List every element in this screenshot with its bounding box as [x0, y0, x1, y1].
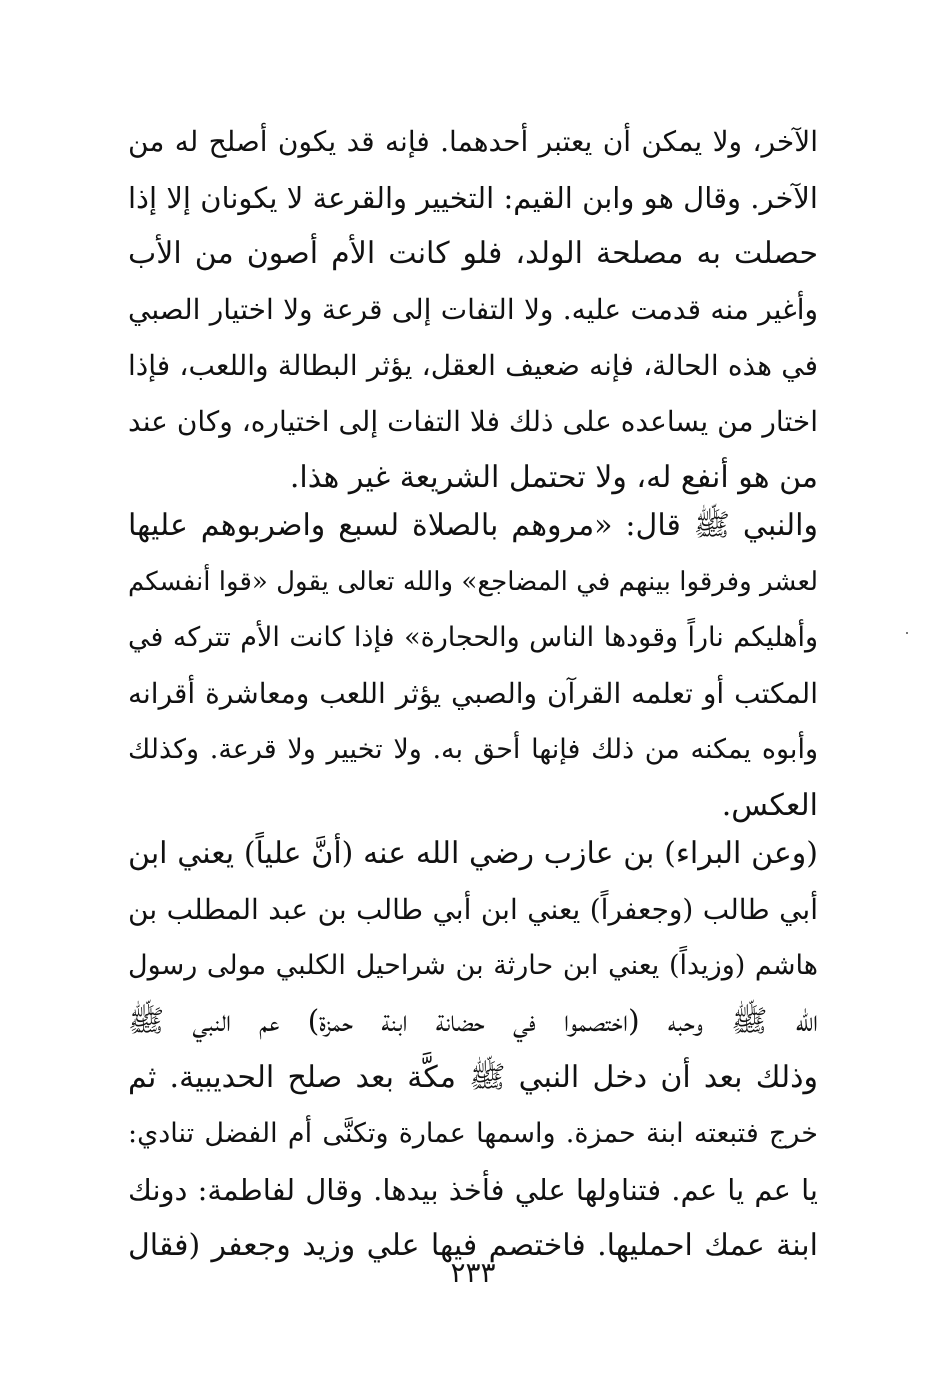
paragraph-2 — [128, 498, 818, 834]
text-line: حصلت به مصلحة الولد، فلو كانت الأم أصون من الأب — [128, 236, 818, 271]
text-line: هاشم (وزيداً) يعني ابن حارثة بن شراحيل الكلبي مولى رسول — [128, 950, 818, 981]
text-line: أبي طالب (وجعفراً) يعني ابن أبي طالب بن عبد المطلب بن — [128, 893, 818, 926]
paragraph-3 — [128, 826, 818, 1274]
paragraph-1 — [128, 114, 818, 506]
text-line: والنبي ﷺ قال: «مروهم بالصلاة لسبع واضربوهم عليها — [128, 508, 818, 543]
text-line: يا عم يا عم. فتناولها علي فأخذ بيدها. وقال لفاطمة: دونك — [128, 1173, 818, 1207]
text-line: (وعن البراء) بن عازب رضي الله عنه (أنَّ علياً) يعني ابن — [128, 836, 818, 871]
text-line: العكس. — [721, 788, 818, 823]
text-line: وذلك بعد أن دخل النبي ﷺ مكَّة بعد صلح الحديبية. ثم — [128, 1060, 818, 1095]
text-line: الآخر، ولا يمكن أن يعتبر أحدهما. فإنه قد يكون أصلح له من — [128, 125, 818, 158]
text-line: المكتب أو تعلمه القرآن والصبي يؤثر اللعب ومعاشرة أقرانه — [128, 677, 818, 710]
text-line: وأغير منه قدمت عليه. ولا التفات إلى قرعة ولا اختيار الصبي — [128, 293, 818, 326]
text-line: لعشر وفرقوا بينهم في المضاجع» والله تعالى يقول «قوا أنفسكم — [128, 567, 818, 597]
text-line: الآخر. وقال هو وابن القيم: التخيير والقرعة لا يكونان إلا إذا — [128, 181, 818, 215]
text-line: الله ﷺ وحبه (اختصموا في حضانة ابنة حمزة) عم النبي ﷺ — [128, 1004, 818, 1039]
page-number: ٢٣٣ — [450, 1256, 496, 1289]
text-line: وأبوه يمكنه من ذلك فإنها أحق به. ولا تخيير ولا قرعة. وكذلك — [128, 734, 818, 765]
scan-speck — [906, 632, 908, 634]
text-line: وأهليكم ناراً وقودها الناس والحجارة» فإذا كانت الأم تتركه في — [128, 622, 818, 653]
text-line: ابنة عمك احمليها. فاختصم فيها علي وزيد وجعفر (فقال — [128, 1228, 818, 1263]
text-line: اختار من يساعده على ذلك فلا التفات إلى اختياره، وكان عند — [128, 405, 818, 438]
text-line: خرج فتبعته ابنة حمزة. واسمها عمارة وتكنَّى أم الفضل تنادي: — [128, 1118, 818, 1149]
text-line: من هو أنفع له، ولا تحتمل الشريعة غير هذا. — [289, 460, 818, 495]
text-line: في هذه الحالة، فإنه ضعيف العقل، يؤثر البطالة واللعب، فإذا — [128, 349, 818, 382]
